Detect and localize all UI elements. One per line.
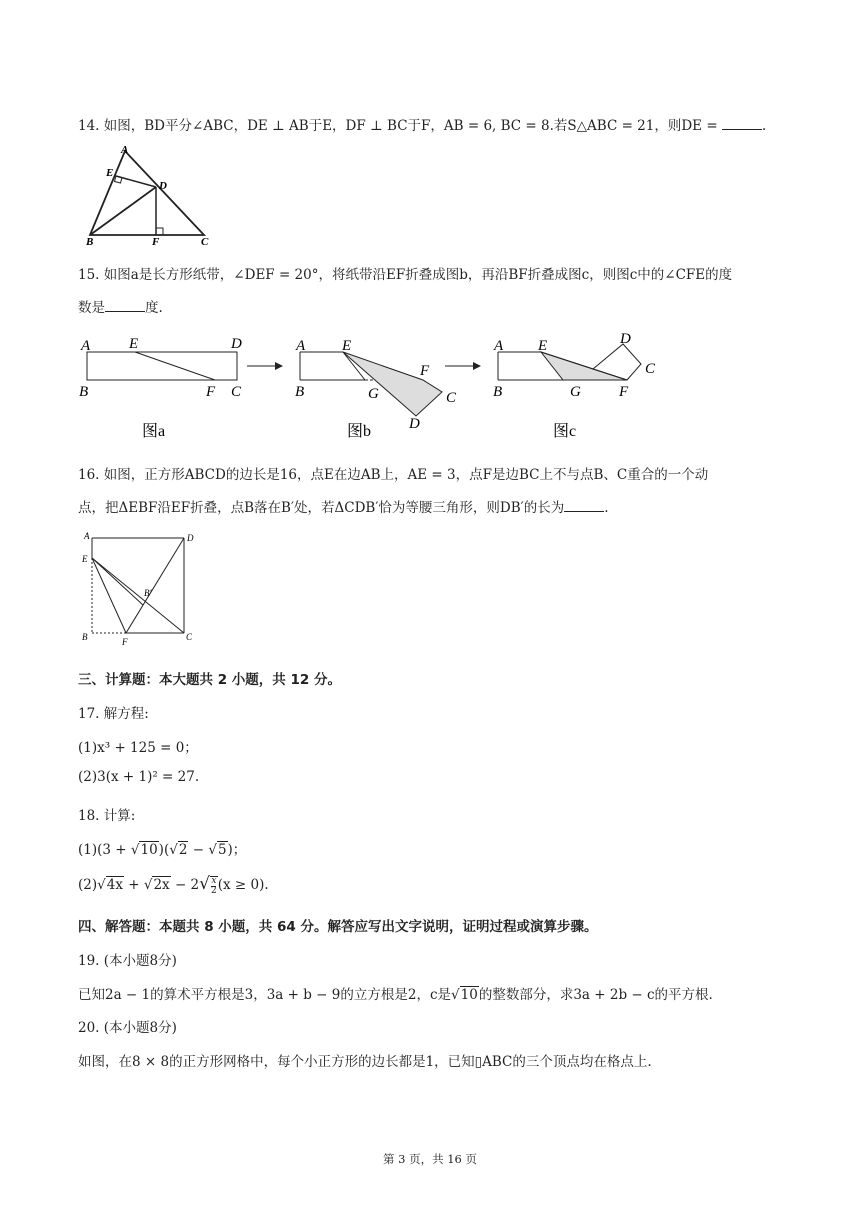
section-3-heading: 三、计算题：本大题共 2 小题，共 12 分。 — [78, 672, 341, 688]
q15-caption-a: 图a — [142, 423, 166, 440]
q14-figure — [80, 143, 220, 248]
q18-p1-radicand1: 10 — [140, 842, 158, 858]
q16-text-line2-pre: 点，把ΔEBF沿EF折叠，点B落在B′处，若ΔCDB′恰为等腰三角形，则DB′的长为 — [78, 500, 565, 516]
q16-text-line1: 16. 如图，正方形ABCD的边长是16，点E在边AB上，AE = 3，点F是边BC上不与点B、C重合的一个动 — [78, 467, 709, 483]
q14-end: . — [761, 118, 767, 134]
q17-part2: (2)3(x + 1)² = 27. — [78, 769, 200, 785]
q15b-label-e: E — [342, 338, 352, 354]
q19-text-post: 的整数部分，求3a + 2b − c的平方根. — [478, 987, 713, 1003]
q18-p2-frac-den: 2 — [210, 885, 217, 896]
q16-label-bprime: B′ — [144, 588, 152, 598]
q15c-label-a: A — [494, 338, 504, 354]
q14-label-e: E — [106, 167, 114, 179]
q18-p2-pre: (2) — [78, 877, 98, 893]
q15b-label-a: A — [296, 338, 306, 354]
q16-label-f: F — [122, 637, 128, 647]
q18-p2-mid: + — [123, 877, 144, 893]
q15a-label-b: B — [79, 384, 89, 400]
q18-part2: (2)√4x + √2x − 2√ $\frac{x}{2}$ (x ≥ 0). — [78, 874, 269, 896]
q15-text-line2-pre: 数是 — [78, 300, 105, 316]
q15b-label-d: D — [409, 416, 420, 432]
q14-answer-blank — [722, 117, 762, 130]
q16-answer-blank — [564, 499, 604, 512]
q15-caption-b: 图b — [347, 423, 372, 440]
q18-p1-post: )； — [227, 842, 247, 858]
q19-title: 19. (本小题8分) — [78, 953, 177, 969]
q15c-label-b: B — [493, 384, 503, 400]
q18-p1-mid: )( — [158, 842, 170, 858]
q16-text-line2-post: . — [604, 500, 609, 516]
q15-caption-c: 图c — [553, 423, 577, 440]
q15b-label-g: G — [368, 386, 379, 402]
q16-label-d: D — [187, 533, 194, 543]
q15c-label-g: G — [570, 384, 581, 400]
q18-p1-mid2: − — [188, 842, 209, 858]
q18-title: 18. 计算: — [78, 808, 136, 824]
question-16-line2 — [78, 496, 609, 516]
q16-label-c: C — [186, 632, 193, 642]
question-14 — [78, 114, 766, 134]
q15a-label-a: A — [81, 338, 91, 354]
q15c-label-f: F — [619, 384, 629, 400]
q15c-label-d: D — [620, 331, 631, 347]
q15a-label-f: F — [206, 384, 216, 400]
q20-title: 20. (本小题8分) — [78, 1020, 177, 1036]
q18-p2-fraction — [210, 876, 218, 896]
q20-text: 如图，在8 × 8的正方形网格中，每个小正方形的边长都是1，已知▯ABC的三个顶点均在格点上. — [78, 1054, 652, 1070]
q16-label-b: B — [82, 632, 88, 642]
section-4-heading: 四、解答题：本题共 8 小题，共 64 分。解答应写出文字说明，证明过程或演算步骤。 — [78, 919, 598, 935]
q18-p1-radicand2: 2 — [178, 842, 188, 858]
q16-label-e: E — [82, 554, 88, 564]
q15b-label-b: B — [295, 384, 305, 400]
q15-figure — [75, 330, 675, 445]
q18-p1-radicand3: 5 — [217, 842, 227, 858]
q15a-label-c: C — [231, 384, 242, 400]
q19-radicand: 10 — [460, 987, 478, 1003]
q14-label-f: F — [152, 236, 160, 248]
question-15-line2 — [78, 296, 163, 316]
q15-text-line2-post: 度. — [145, 300, 163, 316]
q15-answer-blank — [105, 299, 145, 312]
q18-part1: (1)(3 + √10)(√2 − √5)； — [78, 842, 247, 858]
q15c-label-c: C — [645, 361, 656, 377]
q16-label-a: A — [84, 531, 90, 541]
q15b-label-c: C — [446, 390, 457, 406]
q17-part1: (1)x³ + 125 = 0； — [78, 740, 198, 756]
q15a-label-e: E — [129, 336, 139, 352]
q14-label-c: C — [201, 236, 209, 248]
q14-label-b: B — [86, 236, 94, 248]
q15b-label-f: F — [420, 363, 430, 379]
q18-p2-mid2: − 2 — [170, 877, 200, 893]
q15-text-line1: 15. 如图a是长方形纸带，∠DEF = 20°，将纸带沿EF折叠成图b，再沿BF折叠成图c，则图c中的∠CFE的度 — [78, 267, 733, 283]
q19-text-pre: 已知2a − 1的算术平方根是3，3a + b − 9的立方根是2，c是 — [78, 987, 452, 1003]
q17-title: 17. 解方程: — [78, 706, 149, 722]
q14-label-d: D — [159, 180, 167, 192]
question-16-line1 — [78, 463, 708, 483]
q18-p2-radicand1: 4x — [106, 877, 123, 893]
q19-text: 已知2a − 1的算术平方根是3，3a + b − 9的立方根是2，c是√10的整数部分，求3a + 2b − c的平方根. — [78, 987, 713, 1003]
q18-p2-radicand2: 2x — [153, 877, 170, 893]
q15a-label-d: D — [231, 336, 242, 352]
q18-p2-post: (x ≥ 0). — [217, 877, 269, 893]
page-footer: 第 3 页，共 16 页 — [382, 1152, 478, 1166]
q14-label-a: A — [121, 144, 129, 156]
q18-p2-frac-num: x — [211, 875, 217, 886]
q15c-label-e: E — [538, 338, 548, 354]
q14-text: 14. 如图，BD平分∠ABC，DE ⊥ AB于E，DF ⊥ BC于F，AB = 6, BC = 8.若S△ABC = 21，则DE = — [78, 118, 722, 134]
q18-p1-pre: (1)(3 + — [78, 842, 131, 858]
question-15-line1 — [78, 263, 732, 283]
q16-figure — [78, 528, 203, 650]
